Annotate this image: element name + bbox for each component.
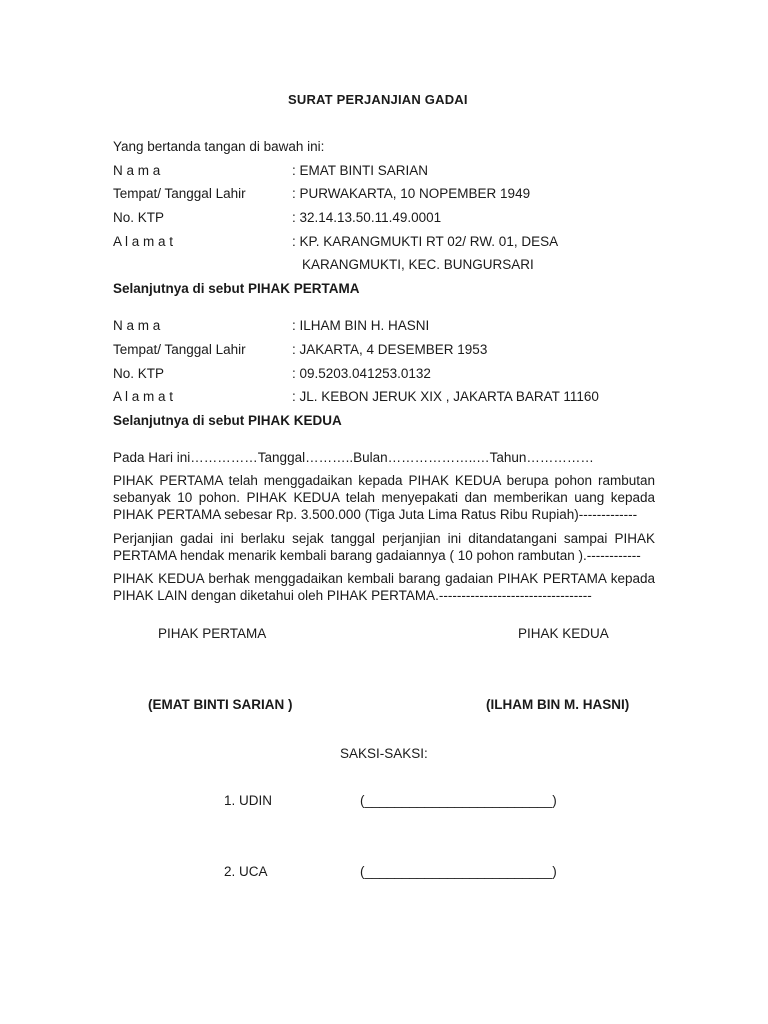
witnesses-heading: SAKSI-SAKSI: [340,746,428,761]
party1-address-value: : KP. KARANGMUKTI RT 02/ RW. 01, DESA [292,234,559,249]
signature-left-name: (EMAT BINTI SARIAN ) [148,697,293,712]
signature-right-name: (ILHAM BIN M. HASNI) [486,697,630,712]
party2-birth-value: : JAKARTA, 4 DESEMBER 1953 [292,342,488,357]
party2-name-label: N a m a [113,318,161,333]
party1-name-value: : EMAT BINTI SARIAN [292,163,429,178]
party2-address-label: A l a m a t [113,389,174,404]
party2-designation: Selanjutnya di sebut PIHAK KEDUA [113,413,342,428]
witness-2-signature-line: (_________________________) [360,864,557,879]
party1-birth-label: Tempat/ Tanggal Lahir [113,186,246,201]
witness-2-label: 2. UCA [224,864,268,879]
signature-right-heading: PIHAK KEDUA [518,626,609,641]
party2-address-value: : JL. KEBON JERUK XIX , JAKARTA BARAT 11160 [292,389,599,404]
party1-ktp-label: No. KTP [113,210,165,225]
party2-birth-label: Tempat/ Tanggal Lahir [113,342,246,357]
party2-ktp-value: : 09.5203.041253.0132 [292,366,431,381]
witness-1-signature-line: (_________________________) [360,793,557,808]
party1-name-label: N a m a [113,163,161,178]
party1-designation: Selanjutnya di sebut PIHAK PERTAMA [113,281,360,296]
paragraph-2: Perjanjian gadai ini berlaku sejak tanggal perjanjian ini ditandatangani sampai PIHAK PERTAMA hendak menarik kembali barang gadaiannya ( 10 pohon rambutan ).------------ [113,531,655,563]
signature-left-heading: PIHAK PERTAMA [158,626,267,641]
witness-1-label: 1. UDIN [224,793,273,808]
party2-name-value: : ILHAM BIN H. HASNI [292,318,430,333]
party1-ktp-value: : 32.14.13.50.11.49.0001 [292,210,442,225]
party1-address-continuation: KARANGMUKTI, KEC. BUNGURSARI [302,257,534,272]
party1-address-label: A l a m a t [113,234,174,249]
paragraph-1: PIHAK PERTAMA telah menggadaikan kepada PIHAK KEDUA berupa pohon rambutan sebanyak 10 pohon. PIHAK KEDUA telah menyepakati dan memberikan uang kepada PIHAK PERTAMA sebesar Rp. 3.500.000 (Tiga Juta Lima Ratus Ribu Rupiah)------------- [113,473,655,522]
party1-birth-value: : PURWAKARTA, 10 NOPEMBER 1949 [292,186,531,201]
document-title: SURAT PERJANJIAN GADAI [288,92,468,107]
date-line: Pada Hari ini……………Tanggal………..Bulan………………..…Tahun…………… [113,450,594,465]
paragraph-3: PIHAK KEDUA berhak menggadaikan kembali barang gadaian PIHAK PERTAMA kepada PIHAK LAIN dengan diketahui oleh PIHAK PERTAMA.---------------------------------- [113,571,655,603]
intro-text: Yang bertanda tangan di bawah ini: [113,139,325,154]
party2-ktp-label: No. KTP [113,366,165,381]
